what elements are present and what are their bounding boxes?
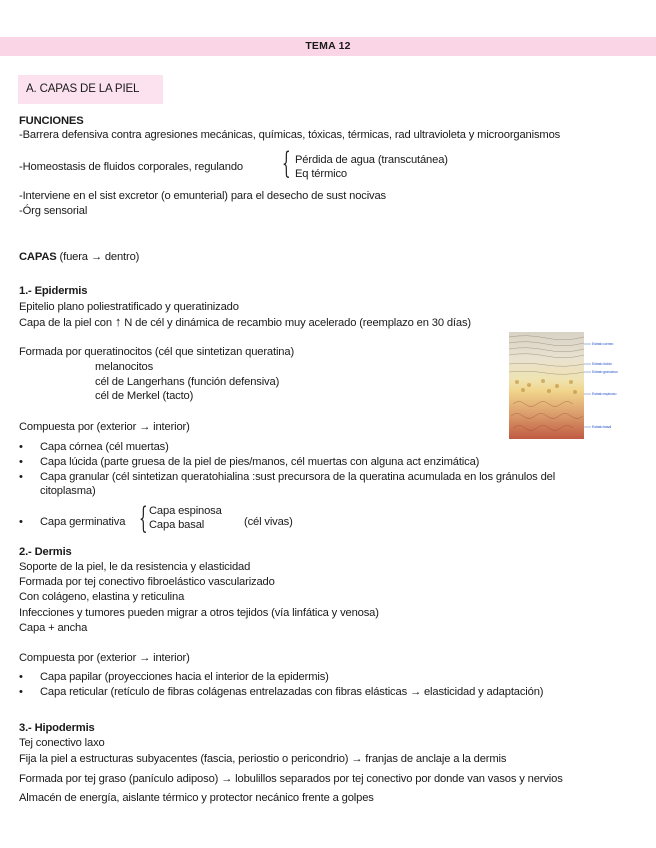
formada-item: melanocitos xyxy=(95,361,154,373)
funciones-line-4: -Órg sensorial xyxy=(19,205,88,217)
epidermis-bullet: Capa lúcida (parte gruesa de la piel de pies/manos, cél muertas con alguna act enzimática) xyxy=(40,456,480,468)
germinativa-note: (cél vivas) xyxy=(244,516,293,528)
hipodermis-heading: 3.- Hipodermis xyxy=(19,722,95,734)
brace-icon: { xyxy=(139,501,148,536)
bullet-icon: • xyxy=(19,686,23,698)
funciones-heading: FUNCIONES xyxy=(19,115,84,127)
dermis-line: Con colágeno, elastina y reticulina xyxy=(19,591,185,603)
epidermis-line-2 xyxy=(19,315,471,330)
funciones-line-2a: Pérdida de agua (transcutánea) xyxy=(295,154,448,166)
funciones-line-2: -Homeostasis de fluidos corporales, regulando xyxy=(19,161,243,173)
epidermis-bullet: Capa córnea (cél muertas) xyxy=(40,441,169,453)
germinativa-label: Capa germinativa xyxy=(40,516,126,528)
bullet-icon: • xyxy=(19,671,23,683)
topic-title-bar: TEMA 12 xyxy=(0,37,656,56)
hipodermis-line: Tej conectivo laxo xyxy=(19,737,105,749)
up-arrow-icon: ↑ xyxy=(114,314,122,329)
skin-label: Estrato espinoso xyxy=(592,392,617,396)
capas-heading-bold: CAPAS xyxy=(19,251,57,263)
formada-item: cél de Langerhans (función defensiva) xyxy=(95,376,280,388)
capas-heading-suffix: (fuera → dentro) xyxy=(56,251,140,263)
dermis-line: Formada por tej conectivo fibroelástico vascularizado xyxy=(19,576,275,588)
epidermis-line-1: Epitelio plano poliestratificado y queratinizado xyxy=(19,301,239,313)
germinativa-a: Capa espinosa xyxy=(149,505,222,517)
capas-heading xyxy=(19,250,139,264)
dermis-bullet: Capa reticular (retículo de fibras colágenas entrelazadas con fibras elásticas → elasticidad y adaptación) xyxy=(40,686,544,698)
germinativa-b: Capa basal xyxy=(149,519,205,531)
skin-label: Estrato basal xyxy=(592,425,612,429)
skin-label: Estrato granuloso xyxy=(592,370,618,374)
section-title: A. CAPAS DE LA PIEL xyxy=(18,75,163,104)
epidermis-line-2a: Capa de la piel con xyxy=(19,317,112,329)
hipodermis-line: Formada por tej graso (panículo adiposo) → lobulillos separados por tej conectivo por donde van vasos y nervios xyxy=(19,773,563,785)
skin-layers-illustration xyxy=(509,332,619,439)
dermis-line: Infecciones y tumores pueden migrar a otros tejidos (vía linfática y venosa) xyxy=(19,607,379,619)
dermis-heading: 2.- Dermis xyxy=(19,546,72,558)
epidermis-line-2b: N de cél y dinámica de recambio muy acelerado (reemplazo en 30 días) xyxy=(124,317,471,329)
bullet-icon: • xyxy=(19,471,23,483)
epidermis-heading: 1.- Epidermis xyxy=(19,285,88,297)
dermis-bullet: Capa papilar (proyecciones hacia el interior de la epidermis) xyxy=(40,671,329,683)
skin-label: Estrato lúcido xyxy=(592,362,612,366)
funciones-line-1: -Barrera defensiva contra agresiones mecánicas, químicas, tóxicas, térmicas, rad ultravioleta y microorganismos xyxy=(19,129,561,141)
epidermis-compuesta: Compuesta por (exterior → interior) xyxy=(19,421,190,433)
dermis-line: Capa + ancha xyxy=(19,622,88,634)
bullet-icon: • xyxy=(19,516,23,528)
dermis-compuesta: Compuesta por (exterior → interior) xyxy=(19,652,190,664)
epidermis-bullet-cont: citoplasma) xyxy=(40,485,96,497)
formada-item: cél de Merkel (tacto) xyxy=(95,390,194,402)
hipodermis-line: Fija la piel a estructuras subyacentes (fascia, periostio o pericondrio) → franjas de anclaje a la dermis xyxy=(19,753,507,765)
funciones-line-2b: Eq térmico xyxy=(295,168,347,180)
epidermis-bullet: Capa granular (cél sintetizan queratohialina :sust precursora de la queratina acumulada en los gránulos del xyxy=(40,471,556,483)
bullet-icon: • xyxy=(19,456,23,468)
dermis-line: Soporte de la piel, le da resistencia y elasticidad xyxy=(19,561,251,573)
hipodermis-line: Almacén de energía, aislante térmico y protector necánico frente a golpes xyxy=(19,792,374,804)
bullet-icon: • xyxy=(19,441,23,453)
skin-label: Estrato córneo xyxy=(592,342,614,346)
brace-icon: { xyxy=(282,146,291,181)
funciones-line-3: -Interviene en el sist excretor (o emunterial) para el desecho de sust nocivas xyxy=(19,190,386,202)
formada-lead: Formada por queratinocitos (cél que sintetizan queratina) xyxy=(19,346,295,358)
